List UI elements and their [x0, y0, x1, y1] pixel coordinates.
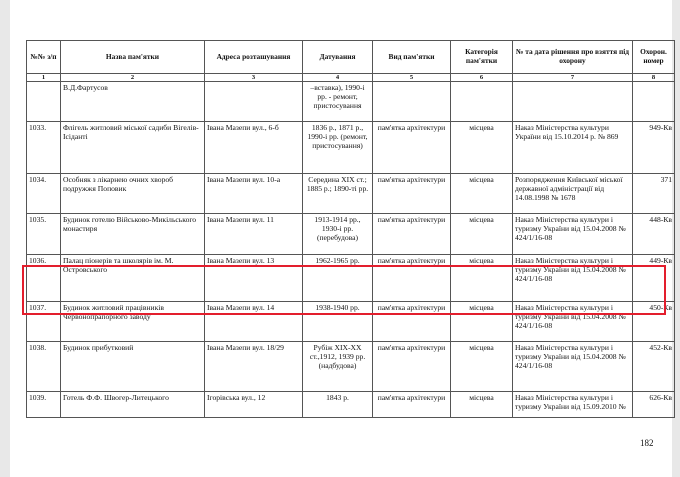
address-cell: Івана Мазепи вул. 10-а — [205, 174, 303, 214]
decision-cell: Наказ Міністерства культури і туризму України від 15.04.2008 № 424/1/16-08 — [513, 342, 633, 392]
dating-cell: Рубіж XIX-XX ст.,1912, 1939 рр.(надбудова) — [303, 342, 373, 392]
dating-cell: 1962-1965 рр. — [303, 255, 373, 302]
protection-number-cell: 371 — [633, 174, 675, 214]
protection-number-cell: 449-Кв — [633, 255, 675, 302]
category-cell: місцева — [451, 174, 513, 214]
row-number-cell: 1035. — [27, 214, 61, 255]
header-cell: Категорія пам'ятки — [451, 41, 513, 74]
table-row — [27, 122, 675, 174]
address-cell: Івана Мазепи вул. 18/29 — [205, 342, 303, 392]
table-row — [27, 302, 675, 342]
header-cell: № та дата рішення про взяття під охорону — [513, 41, 633, 74]
table-row-highlighted — [27, 255, 675, 302]
name-cell: Готель Ф.Ф. Швогер-Литецького — [61, 392, 205, 418]
row-number-cell: 1036. — [27, 255, 61, 302]
dating-cell: 1836 р., 1871 р., 1990-і рр. (ремонт, пристосування) — [303, 122, 373, 174]
protection-number-cell: 448-Кв — [633, 214, 675, 255]
table-row — [27, 82, 675, 122]
category-cell: місцева — [451, 122, 513, 174]
dating-cell: 1913-1914 рр., 1930-і рр. (перебудова) — [303, 214, 373, 255]
name-cell: Будинок готелю Військово-Микільського монастиря — [61, 214, 205, 255]
category-cell: місцева — [451, 302, 513, 342]
category-cell — [451, 82, 513, 122]
column-number: 4 — [303, 74, 373, 82]
decision-cell: Наказ Міністерства культури і туризму України від 15.09.2010 № — [513, 392, 633, 418]
address-cell — [205, 82, 303, 122]
address-cell: Івана Мазепи вул. 13 — [205, 255, 303, 302]
protection-number-cell: 949-Кв — [633, 122, 675, 174]
row-number-cell: 1037. — [27, 302, 61, 342]
header-cell: №№ з/п — [27, 41, 61, 74]
name-cell: Особняк з лікарнею очних хвороб подружжя Поповик — [61, 174, 205, 214]
row-number-cell: 1034. — [27, 174, 61, 214]
dating-cell: Середина XIX ст.; 1885 р.; 1890-ті рр. — [303, 174, 373, 214]
type-cell: пам'ятка архітектури — [373, 174, 451, 214]
name-cell: Палац піонерів та школярів ім. М. Островського — [61, 255, 205, 302]
column-number: 1 — [27, 74, 61, 82]
category-cell: місцева — [451, 214, 513, 255]
decision-cell: Наказ Міністерства культури України від 15.10.2014 р. № 869 — [513, 122, 633, 174]
decision-cell: Наказ Міністерства культури і туризму України від 15.04.2008 № 424/1/16-08 — [513, 255, 633, 302]
column-number: 5 — [373, 74, 451, 82]
decision-cell: Наказ Міністерства культури і туризму України від 15.04.2008 № 424/1/16-08 — [513, 214, 633, 255]
row-number-cell: 1038. — [27, 342, 61, 392]
category-cell: місцева — [451, 392, 513, 418]
header-cell: Назва пам'ятки — [61, 41, 205, 74]
type-cell: пам'ятка архітектури — [373, 214, 451, 255]
protection-number-cell: 452-Кв — [633, 342, 675, 392]
category-cell: місцева — [451, 342, 513, 392]
document-page — [10, 0, 672, 477]
column-number-row — [27, 74, 675, 82]
name-cell: В.Д.Фартусов — [61, 82, 205, 122]
address-cell: Ігорівська вул., 12 — [205, 392, 303, 418]
protection-number-cell — [633, 82, 675, 122]
type-cell: пам'ятка архітектури — [373, 122, 451, 174]
header-cell: Вид пам'ятки — [373, 41, 451, 74]
type-cell: пам'ятка архітектури — [373, 342, 451, 392]
column-number: 6 — [451, 74, 513, 82]
decision-cell: Наказ Міністерства культури і туризму України від 15.04.2008 № 424/1/16-08 — [513, 302, 633, 342]
table-row — [27, 174, 675, 214]
header-cell: Охорон. номер — [633, 41, 675, 74]
category-cell: місцева — [451, 255, 513, 302]
decision-cell — [513, 82, 633, 122]
header-cell: Адреса розташування — [205, 41, 303, 74]
page-number: 182 — [640, 438, 654, 448]
name-cell: Будинок прибутковий — [61, 342, 205, 392]
type-cell: пам'ятка архітектури — [373, 255, 451, 302]
table-row — [27, 392, 675, 418]
address-cell: Івана Мазепи вул. 14 — [205, 302, 303, 342]
protection-number-cell: 626-Кв — [633, 392, 675, 418]
type-cell — [373, 82, 451, 122]
monuments-table — [26, 40, 675, 418]
column-number: 7 — [513, 74, 633, 82]
table-row — [27, 342, 675, 392]
protection-number-cell: 450-Кв — [633, 302, 675, 342]
column-number: 8 — [633, 74, 675, 82]
row-number-cell — [27, 82, 61, 122]
column-number: 2 — [61, 74, 205, 82]
column-number: 3 — [205, 74, 303, 82]
address-cell: Івана Мазепи вул. 11 — [205, 214, 303, 255]
type-cell: пам'ятка архітектури — [373, 392, 451, 418]
name-cell: Флігель житловий міської садиби Вігелів-Ісіданті — [61, 122, 205, 174]
dating-cell: 1938-1940 рр. — [303, 302, 373, 342]
table-header-row — [27, 41, 675, 74]
dating-cell: –вставка), 1990-і рр. - ремонт, пристосування — [303, 82, 373, 122]
dating-cell: 1843 р. — [303, 392, 373, 418]
address-cell: Івана Мазепи вул., 6-б — [205, 122, 303, 174]
decision-cell: Розпорядження Київської міської державної адміністрації від 14.08.1998 № 1678 — [513, 174, 633, 214]
name-cell: Будинок житловий працівників Червонопрапорного заводу — [61, 302, 205, 342]
row-number-cell: 1039. — [27, 392, 61, 418]
type-cell: пам'ятка архітектури — [373, 302, 451, 342]
row-number-cell: 1033. — [27, 122, 61, 174]
table-row — [27, 214, 675, 255]
header-cell: Датування — [303, 41, 373, 74]
